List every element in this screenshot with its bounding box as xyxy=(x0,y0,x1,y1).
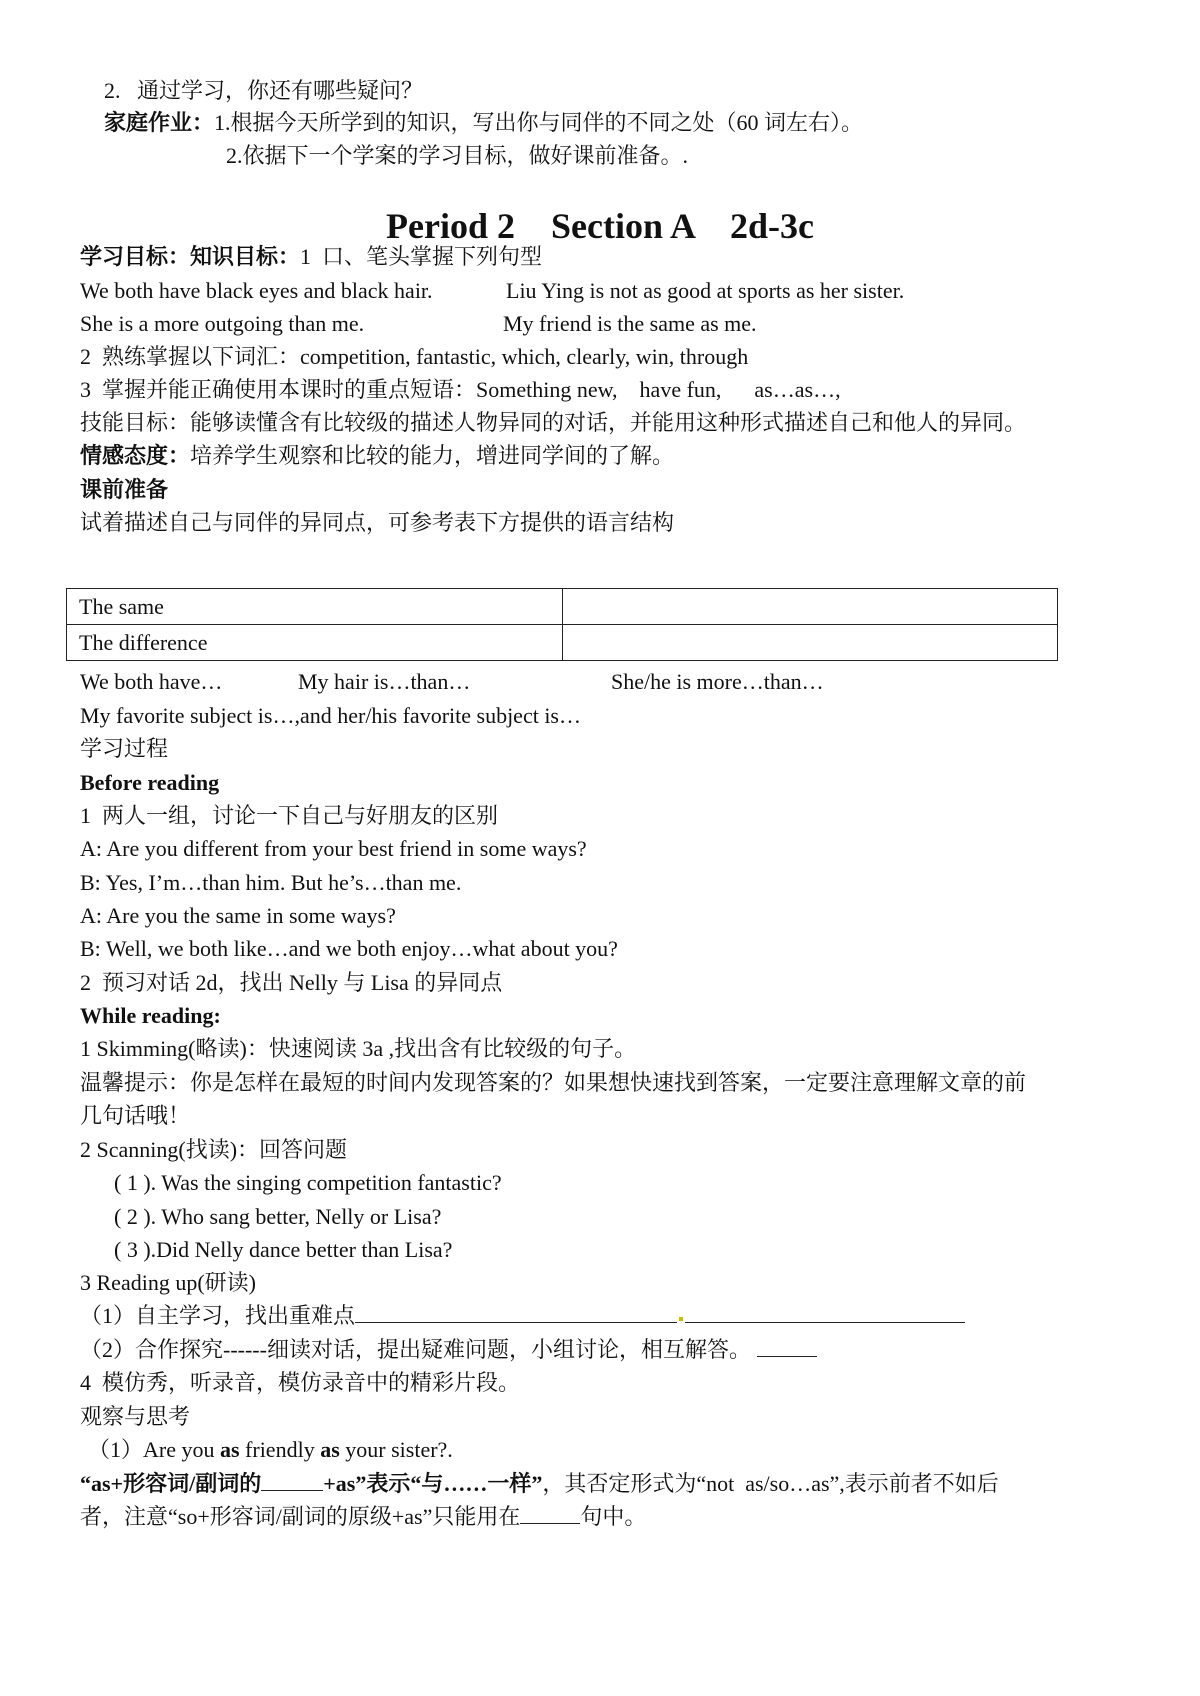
process-heading: 学习过程 xyxy=(80,736,169,761)
page-title: Period 2 Section A 2d-3c xyxy=(386,206,814,246)
dialogue-line-2: B: Yes, I’m…than him. But he’s…than me. xyxy=(80,870,462,895)
observe-example xyxy=(88,1435,453,1465)
sentence-1a: We both have black eyes and black hair. xyxy=(80,278,433,303)
comparison-table xyxy=(66,588,1058,661)
rule-text: 句中。 xyxy=(580,1504,647,1529)
while-reading-heading: While reading: xyxy=(80,1003,221,1028)
table-row xyxy=(67,589,1058,625)
homework-label: 家庭作业： xyxy=(104,110,215,135)
table-cell-label: The difference xyxy=(67,625,563,661)
homework-item-2: 2.依据下一个学案的学习目标，做好课前准备。. xyxy=(226,143,689,168)
example-as: as xyxy=(219,1437,240,1462)
answer-blank[interactable] xyxy=(355,1302,677,1323)
rule-line-2 xyxy=(80,1502,646,1532)
pattern-3: She/he is more…than… xyxy=(611,669,824,694)
homework-item-1: 1.根据今天所学到的知识，写出你与同伴的不同之处（60 词左右）。 xyxy=(214,110,864,135)
example-text: your sister?. xyxy=(339,1437,453,1462)
table-cell-value[interactable] xyxy=(562,625,1058,661)
rule-text: 者，注意“so+形容词/副词的原级+as”只能用在 xyxy=(80,1504,521,1529)
reading-up-1-text: （1）自主学习，找出重难点 xyxy=(80,1303,356,1328)
prep-instruction: 试着描述自己与同伴的异同点，可参考表下方提供的语言结构 xyxy=(80,510,675,535)
table-cell-value[interactable] xyxy=(562,589,1058,625)
before-reading-heading: Before reading xyxy=(80,770,220,795)
goal-3: 3 掌握并能正确使用本课时的重点短语：Something new, have fun, as…as…, xyxy=(80,377,841,402)
before-task-2: 2 预习对话 2d，找出 Nelly 与 Lisa 的异同点 xyxy=(80,970,503,995)
sentence-2b: My friend is the same as me. xyxy=(503,311,757,336)
dot-mark xyxy=(679,1317,683,1321)
imitation-task: 4 模仿秀，听录音，模仿录音中的精彩片段。 xyxy=(80,1370,521,1395)
tip-line-1: 温馨提示：你是怎样在最短的时间内发现答案的？如果想快速找到答案，一定要注意理解文章的前 xyxy=(80,1070,1027,1095)
answer-blank[interactable] xyxy=(685,1302,965,1323)
table-cell-label: The same xyxy=(67,589,563,625)
rule-line-1 xyxy=(80,1469,999,1499)
reading-up-2 xyxy=(80,1335,817,1365)
table-row xyxy=(67,625,1058,661)
homework-line-1 xyxy=(104,108,863,138)
pattern-4: My favorite subject is…,and her/his favorite subject is… xyxy=(80,703,581,728)
goals-line-1 xyxy=(80,242,542,272)
scan-question-3: ( 3 ).Did Nelly dance better than Lisa? xyxy=(114,1237,453,1262)
observe-heading: 观察与思考 xyxy=(80,1404,191,1429)
sentence-2a: She is a more outgoing than me. xyxy=(80,311,365,336)
goal-2: 2 熟练掌握以下词汇：competition, fantastic, which, clearly, win, through xyxy=(80,344,749,369)
rule-bold: “as+形容词/副词的 xyxy=(80,1471,262,1496)
dialogue-line-4: B: Well, we both like…and we both enjoy…what about you? xyxy=(80,936,618,961)
example-as: as xyxy=(320,1437,340,1462)
prep-heading: 课前准备 xyxy=(80,477,169,502)
skimming-task: 1 Skimming(略读)：快速阅读 3a ,找出含有比较级的句子。 xyxy=(80,1036,637,1061)
dialogue-line-3: A: Are you the same in some ways? xyxy=(80,903,396,928)
sentence-1b: Liu Ying is not as good at sports as her sister. xyxy=(506,278,905,303)
scan-question-2: ( 2 ). Who sang better, Nelly or Lisa? xyxy=(114,1204,442,1229)
answer-blank[interactable] xyxy=(520,1503,580,1524)
before-task-1: 1 两人一组，讨论一下自己与好朋友的区别 xyxy=(80,803,499,828)
pattern-1: We both have… xyxy=(80,669,223,694)
emotion-text: 培养学生观察和比较的能力，增进同学间的了解。 xyxy=(190,443,675,468)
scanning-task: 2 Scanning(找读)：回答问题 xyxy=(80,1137,348,1162)
reading-up-task: 3 Reading up(研读) xyxy=(80,1270,256,1295)
rule-text: ，其否定形式为“not as/so…as”,表示前者不如后 xyxy=(542,1471,999,1496)
goals-label: 学习目标：知识目标： xyxy=(80,244,301,269)
emotion-goal xyxy=(80,441,674,471)
pattern-2: My hair is…than… xyxy=(298,669,471,694)
answer-blank[interactable] xyxy=(757,1336,817,1357)
example-text: （1）Are you xyxy=(88,1437,220,1462)
rule-bold: +as”表示“与……一样” xyxy=(323,1471,543,1496)
goal-1: 1 口、笔头掌握下列句型 xyxy=(300,244,543,269)
example-text: friendly xyxy=(239,1437,321,1462)
reading-up-2-text: （2）合作探究------细读对话，提出疑难问题，小组讨论，相互解答。 xyxy=(80,1337,751,1362)
skill-goal: 技能目标：能够读懂含有比较级的描述人物异同的对话，并能用这种形式描述自己和他人的异同。 xyxy=(80,410,1027,435)
question-2: 2. 通过学习，你还有哪些疑问？ xyxy=(104,78,424,103)
dialogue-line-1: A: Are you different from your best friend in some ways? xyxy=(80,836,587,861)
emotion-label: 情感态度： xyxy=(80,443,191,468)
scan-question-1: ( 1 ). Was the singing competition fantastic? xyxy=(114,1170,502,1195)
answer-blank[interactable] xyxy=(261,1470,323,1491)
tip-line-2: 几句话哦！ xyxy=(80,1103,191,1128)
reading-up-1 xyxy=(80,1301,965,1331)
